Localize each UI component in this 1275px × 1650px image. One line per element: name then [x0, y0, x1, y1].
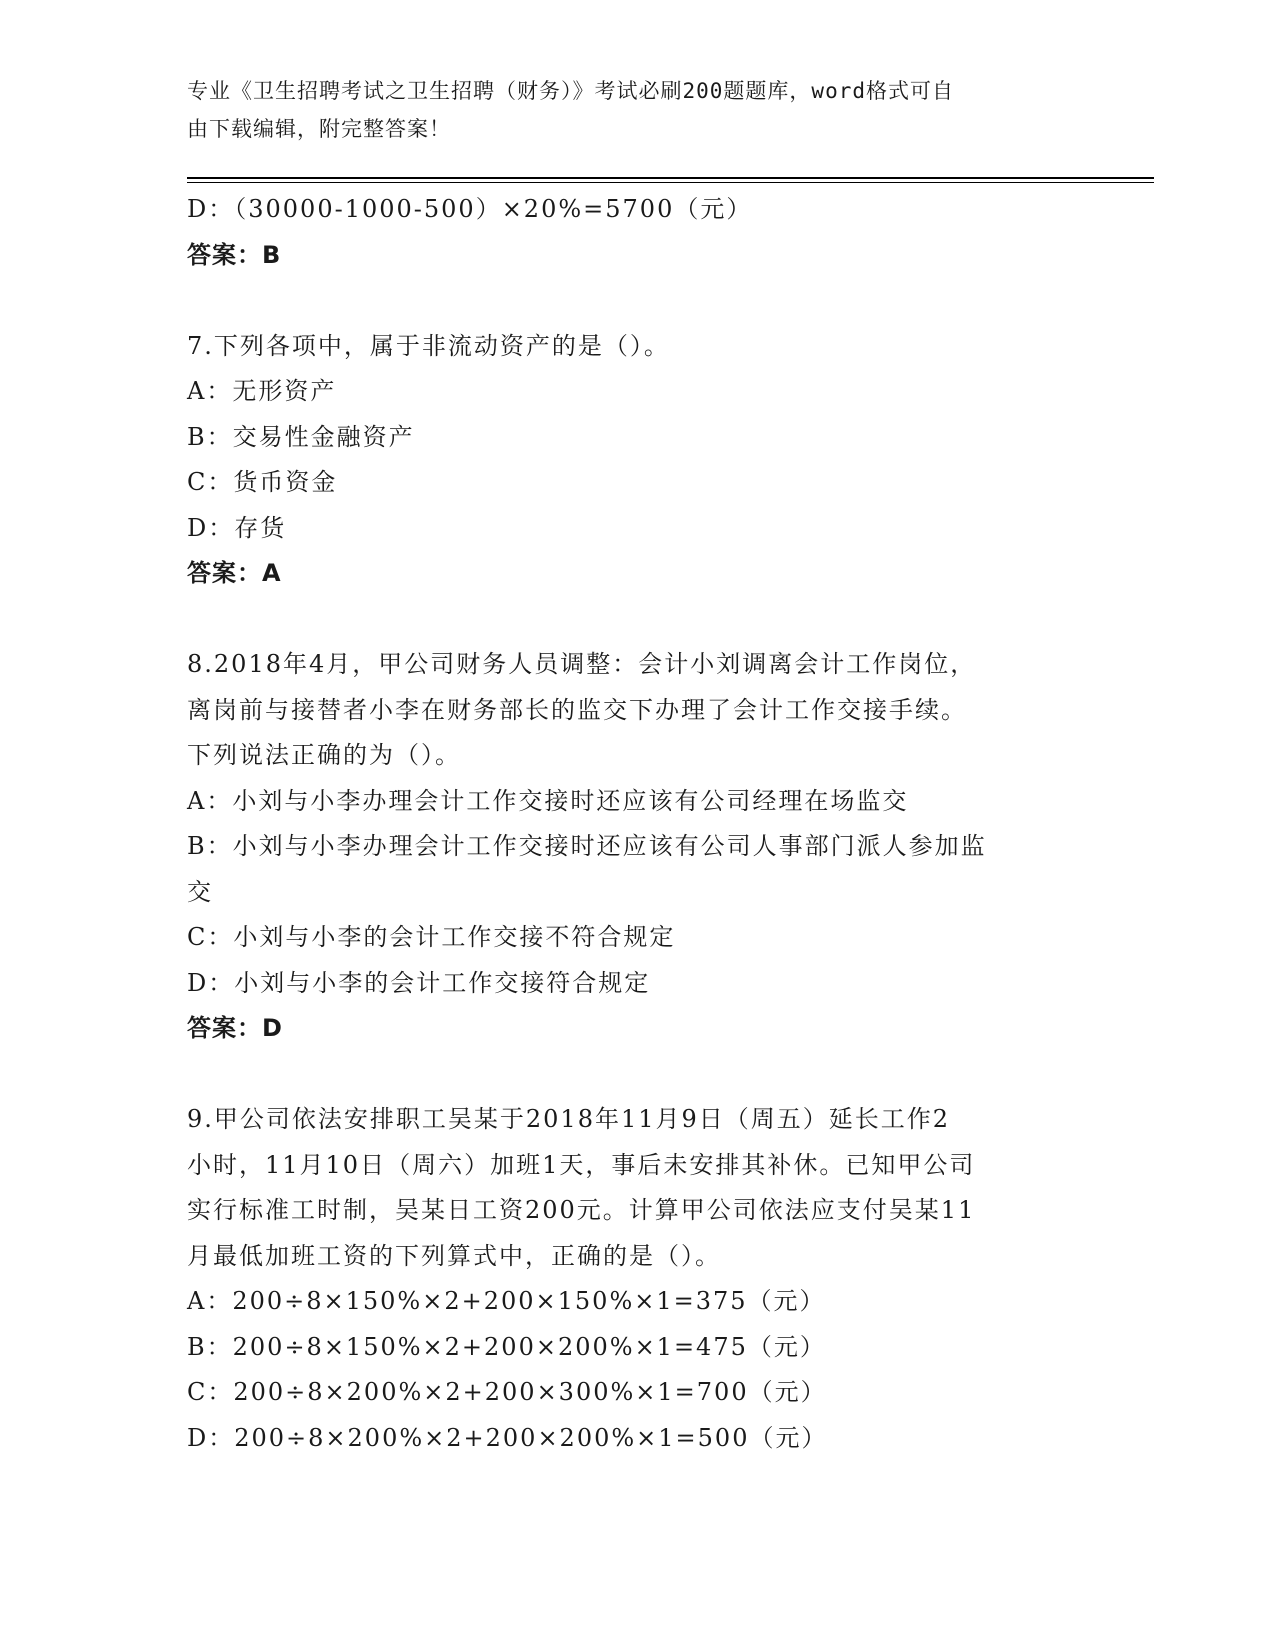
q8-stem-line-2: 离岗前与接替者小李在财务部长的监交下办理了会计工作交接手续。 — [187, 695, 967, 724]
header-line-1: 专业《卫生招聘考试之卫生招聘（财务）》考试必刷200题题库，word格式可自 — [187, 79, 954, 103]
q9-option-d: D：200÷8×200%×2+200×200%×1=500（元） — [187, 1423, 828, 1452]
document-header — [187, 72, 1067, 148]
header-divider-thick — [187, 177, 1154, 179]
header-line-2: 由下载编辑，附完整答案！ — [187, 117, 451, 141]
question-9 — [187, 1097, 1087, 1461]
q9-stem-line-3: 实行标准工时制，吴某日工资200元。计算甲公司依法应支付吴某11 — [187, 1196, 976, 1224]
q7-answer: 答案：A — [187, 559, 282, 587]
prev-answer: 答案：B — [187, 240, 282, 269]
q9-option-c: C：200÷8×200%×2+200×300%×1=700（元） — [187, 1378, 827, 1406]
q9-option-a: A：200÷8×150%×2+200×150%×1=375（元） — [187, 1287, 826, 1315]
q8-answer: 答案：D — [187, 1014, 283, 1042]
q8-stem-line-1: 8.2018年4月，甲公司财务人员调整：会计小刘调离会计工作岗位， — [187, 650, 977, 678]
q8-stem-line-3: 下列说法正确的为（）。 — [187, 741, 461, 769]
q7-option-c: C：货币资金 — [187, 468, 338, 496]
question-body — [187, 187, 1087, 1461]
q9-stem-line-4: 月最低加班工资的下列算式中，正确的是（）。 — [187, 1241, 721, 1270]
header-divider-thin — [187, 182, 1154, 183]
q7-option-a: A：无形资产 — [187, 377, 337, 405]
q8-option-b-line-1: B：小刘与小李办理会计工作交接时还应该有公司人事部门派人参加监 — [187, 832, 987, 860]
prev-option-d: D：（30000-1000-500）×20%=5700（元） — [187, 195, 753, 223]
q9-stem-line-2: 小时，11月10日（周六）加班1天，事后未安排其补休。已知甲公司 — [187, 1150, 976, 1179]
spacer — [187, 597, 1087, 643]
question-8 — [187, 642, 1087, 1052]
q9-stem-line-1: 9.甲公司依法安排职工吴某于2018年11月9日（周五）延长工作2 — [187, 1105, 951, 1133]
spacer — [187, 1052, 1087, 1098]
q7-option-b: B：交易性金融资产 — [187, 422, 415, 451]
spacer — [187, 278, 1087, 324]
q8-option-b-line-2: 交 — [187, 877, 213, 906]
question-7 — [187, 324, 1087, 597]
q9-option-b: B：200÷8×150%×2+200×200%×1=475（元） — [187, 1332, 826, 1361]
q7-stem: 7.下列各项中，属于非流动资产的是（）。 — [187, 331, 670, 360]
q7-option-d: D：存货 — [187, 513, 287, 542]
q8-option-a: A：小刘与小李办理会计工作交接时还应该有公司经理在场监交 — [187, 786, 909, 815]
q8-option-d: D：小刘与小李的会计工作交接符合规定 — [187, 968, 651, 997]
q8-option-c: C：小刘与小李的会计工作交接不符合规定 — [187, 923, 676, 951]
